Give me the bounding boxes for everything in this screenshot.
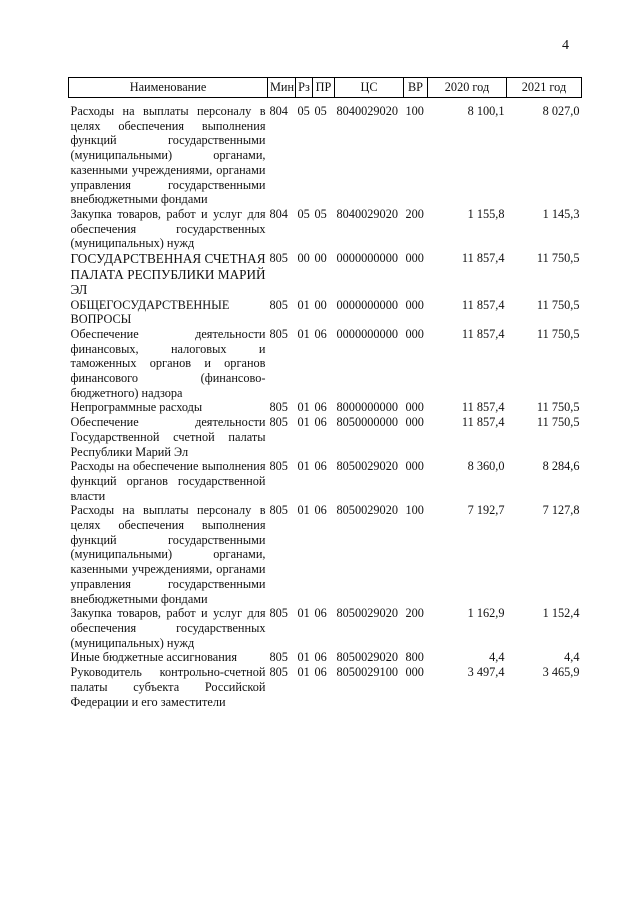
- row-cs: 8050029020: [336, 459, 398, 474]
- header-2020: 2020 год: [428, 78, 507, 98]
- row-min: 805: [269, 326, 288, 341]
- table-header-row: [69, 78, 582, 98]
- row-2021: 11 750,5: [536, 251, 580, 266]
- row-vr: 000: [405, 400, 424, 415]
- row-rz: 01: [297, 606, 310, 621]
- row-vr: 200: [405, 606, 424, 621]
- header-min: Мин: [268, 78, 296, 98]
- header-name: Наименование: [69, 78, 268, 98]
- row-name: ОБЩЕГОСУДАРСТВЕННЫЕ ВОПРОСЫ: [70, 297, 230, 327]
- row-2020: 4,4: [489, 650, 505, 665]
- page-number: 4: [562, 38, 569, 53]
- table-row: [69, 207, 582, 251]
- row-pr: 06: [314, 326, 327, 341]
- row-vr: 200: [405, 206, 424, 221]
- row-pr: 06: [314, 459, 327, 474]
- header-rz: Рз: [296, 78, 313, 98]
- header-cs: ЦС: [335, 78, 404, 98]
- row-vr: 100: [405, 503, 424, 518]
- row-2021: 11 750,5: [536, 297, 580, 312]
- row-2020: 11 857,4: [461, 297, 505, 312]
- row-2021: 11 750,5: [536, 415, 580, 430]
- row-pr: 06: [314, 665, 327, 680]
- row-min: 805: [269, 665, 288, 680]
- table-row: [69, 415, 582, 459]
- row-vr: 000: [405, 326, 424, 341]
- header-pr: ПР: [313, 78, 335, 98]
- table-row: [69, 650, 582, 665]
- header-2021: 2021 год: [507, 78, 582, 98]
- row-cs: 0000000000: [336, 251, 398, 266]
- budget-table: [68, 77, 582, 709]
- row-name: Закупка товаров, работ и услуг для обеспечения государственных (муниципальных) нужд: [70, 206, 266, 251]
- row-cs: 8050029100: [336, 665, 398, 680]
- row-pr: 06: [314, 503, 327, 518]
- row-2021: 1 145,3: [542, 206, 580, 221]
- row-min: 805: [269, 650, 288, 665]
- row-2020: 8 100,1: [467, 104, 505, 118]
- table-row: [69, 606, 582, 650]
- table-row: [69, 459, 582, 503]
- row-min: 805: [269, 503, 288, 518]
- table-row: [69, 400, 582, 415]
- row-name: Непрограммные расходы: [70, 400, 203, 415]
- row-2020: 11 857,4: [461, 400, 505, 415]
- row-2020: 1 162,9: [467, 606, 505, 621]
- row-name: Обеспечение деятельности финансовых, налоговых и таможенных органов и органов финансового (финансово-бюджетного) надзора: [70, 326, 266, 400]
- row-pr: 06: [314, 415, 327, 430]
- row-min: 804: [269, 104, 288, 118]
- row-rz: 01: [297, 650, 310, 665]
- row-2021: 7 127,8: [542, 503, 580, 518]
- row-vr: 800: [405, 650, 424, 665]
- row-2020: 1 155,8: [467, 206, 505, 221]
- row-rz: 01: [297, 459, 310, 474]
- row-2021: 1 152,4: [542, 606, 580, 621]
- row-min: 805: [269, 415, 288, 430]
- table-row: [69, 503, 582, 606]
- row-rz: 05: [297, 206, 310, 221]
- row-2020: 3 497,4: [467, 665, 505, 680]
- row-pr: 05: [314, 206, 327, 221]
- row-min: 805: [269, 297, 288, 312]
- row-min: 805: [269, 459, 288, 474]
- row-pr: 05: [314, 104, 327, 118]
- row-rz: 01: [297, 415, 310, 430]
- row-vr: 000: [405, 459, 424, 474]
- row-pr: 06: [314, 606, 327, 621]
- table-row: [69, 327, 582, 401]
- row-2020: 11 857,4: [461, 251, 505, 266]
- row-2020: 8 360,0: [467, 459, 505, 474]
- row-cs: 8050029020: [336, 503, 398, 518]
- row-2021: 4,4: [564, 650, 580, 665]
- row-cs: 8040029020: [336, 206, 398, 221]
- row-2020: 11 857,4: [461, 326, 505, 341]
- row-cs: 0000000000: [336, 297, 398, 312]
- row-name: Расходы на выплаты персоналу в целях обеспечения выполнения функций государственными (муниципальными) органами, казенными учреждениями, органами управления государственными внебюджетными фондами: [70, 503, 266, 606]
- row-2021: 11 750,5: [536, 326, 580, 341]
- row-pr: 00: [314, 251, 327, 266]
- row-pr: 06: [314, 650, 327, 665]
- row-2020: 7 192,7: [467, 503, 505, 518]
- row-2021: 8 284,6: [542, 459, 580, 474]
- table-row: [69, 98, 582, 207]
- row-pr: 06: [314, 400, 327, 415]
- row-pr: 00: [314, 297, 327, 312]
- header-vr: ВР: [404, 78, 428, 98]
- row-2021: 8 027,0: [542, 104, 580, 118]
- row-cs: 0000000000: [336, 326, 398, 341]
- row-name: Закупка товаров, работ и услуг для обеспечения государственных (муниципальных) нужд: [70, 606, 266, 650]
- row-2020: 11 857,4: [461, 415, 505, 430]
- row-name: Расходы на выплаты персоналу в целях обеспечения выполнения функций государственными (муниципальными) органами, казенными учреждениями, органами управления государственными внебюджетными фондами: [70, 104, 266, 207]
- row-vr: 100: [405, 104, 424, 118]
- row-rz: 05: [297, 104, 310, 118]
- table-row: [69, 665, 582, 709]
- row-rz: 01: [297, 326, 310, 341]
- row-rz: 01: [297, 400, 310, 415]
- table-row: [69, 251, 582, 298]
- row-name: Расходы на обеспечение выполнения функций органов государственной власти: [70, 459, 266, 503]
- row-vr: 000: [405, 251, 424, 266]
- row-min: 804: [269, 206, 288, 221]
- row-name: ГОСУДАРСТВЕННАЯ СЧЕТНАЯ ПАЛАТА РЕСПУБЛИКИ МАРИЙ ЭЛ: [70, 251, 266, 298]
- row-rz: 01: [297, 665, 310, 680]
- row-cs: 8040029020: [336, 104, 398, 118]
- row-rz: 01: [297, 503, 310, 518]
- table-body: [69, 98, 582, 710]
- row-2021: 3 465,9: [542, 665, 580, 680]
- row-rz: 01: [297, 297, 310, 312]
- row-cs: 8000000000: [336, 400, 398, 415]
- row-cs: 8050000000: [336, 415, 398, 430]
- row-min: 805: [269, 251, 288, 266]
- row-2021: 11 750,5: [536, 400, 580, 415]
- row-cs: 8050029020: [336, 606, 398, 621]
- row-name: Иные бюджетные ассигнования: [70, 650, 238, 665]
- row-vr: 000: [405, 415, 424, 430]
- row-vr: 000: [405, 297, 424, 312]
- row-vr: 000: [405, 665, 424, 680]
- row-min: 805: [269, 400, 288, 415]
- row-cs: 8050029020: [336, 650, 398, 665]
- row-min: 805: [269, 606, 288, 621]
- row-name: Руководитель контрольно-счетной палаты субъекта Российской Федерации и его заместители: [70, 665, 266, 709]
- row-name: Обеспечение деятельности Государственной счетной палаты Республики Марий Эл: [70, 415, 266, 459]
- table-row: [69, 298, 582, 327]
- row-rz: 00: [297, 251, 310, 266]
